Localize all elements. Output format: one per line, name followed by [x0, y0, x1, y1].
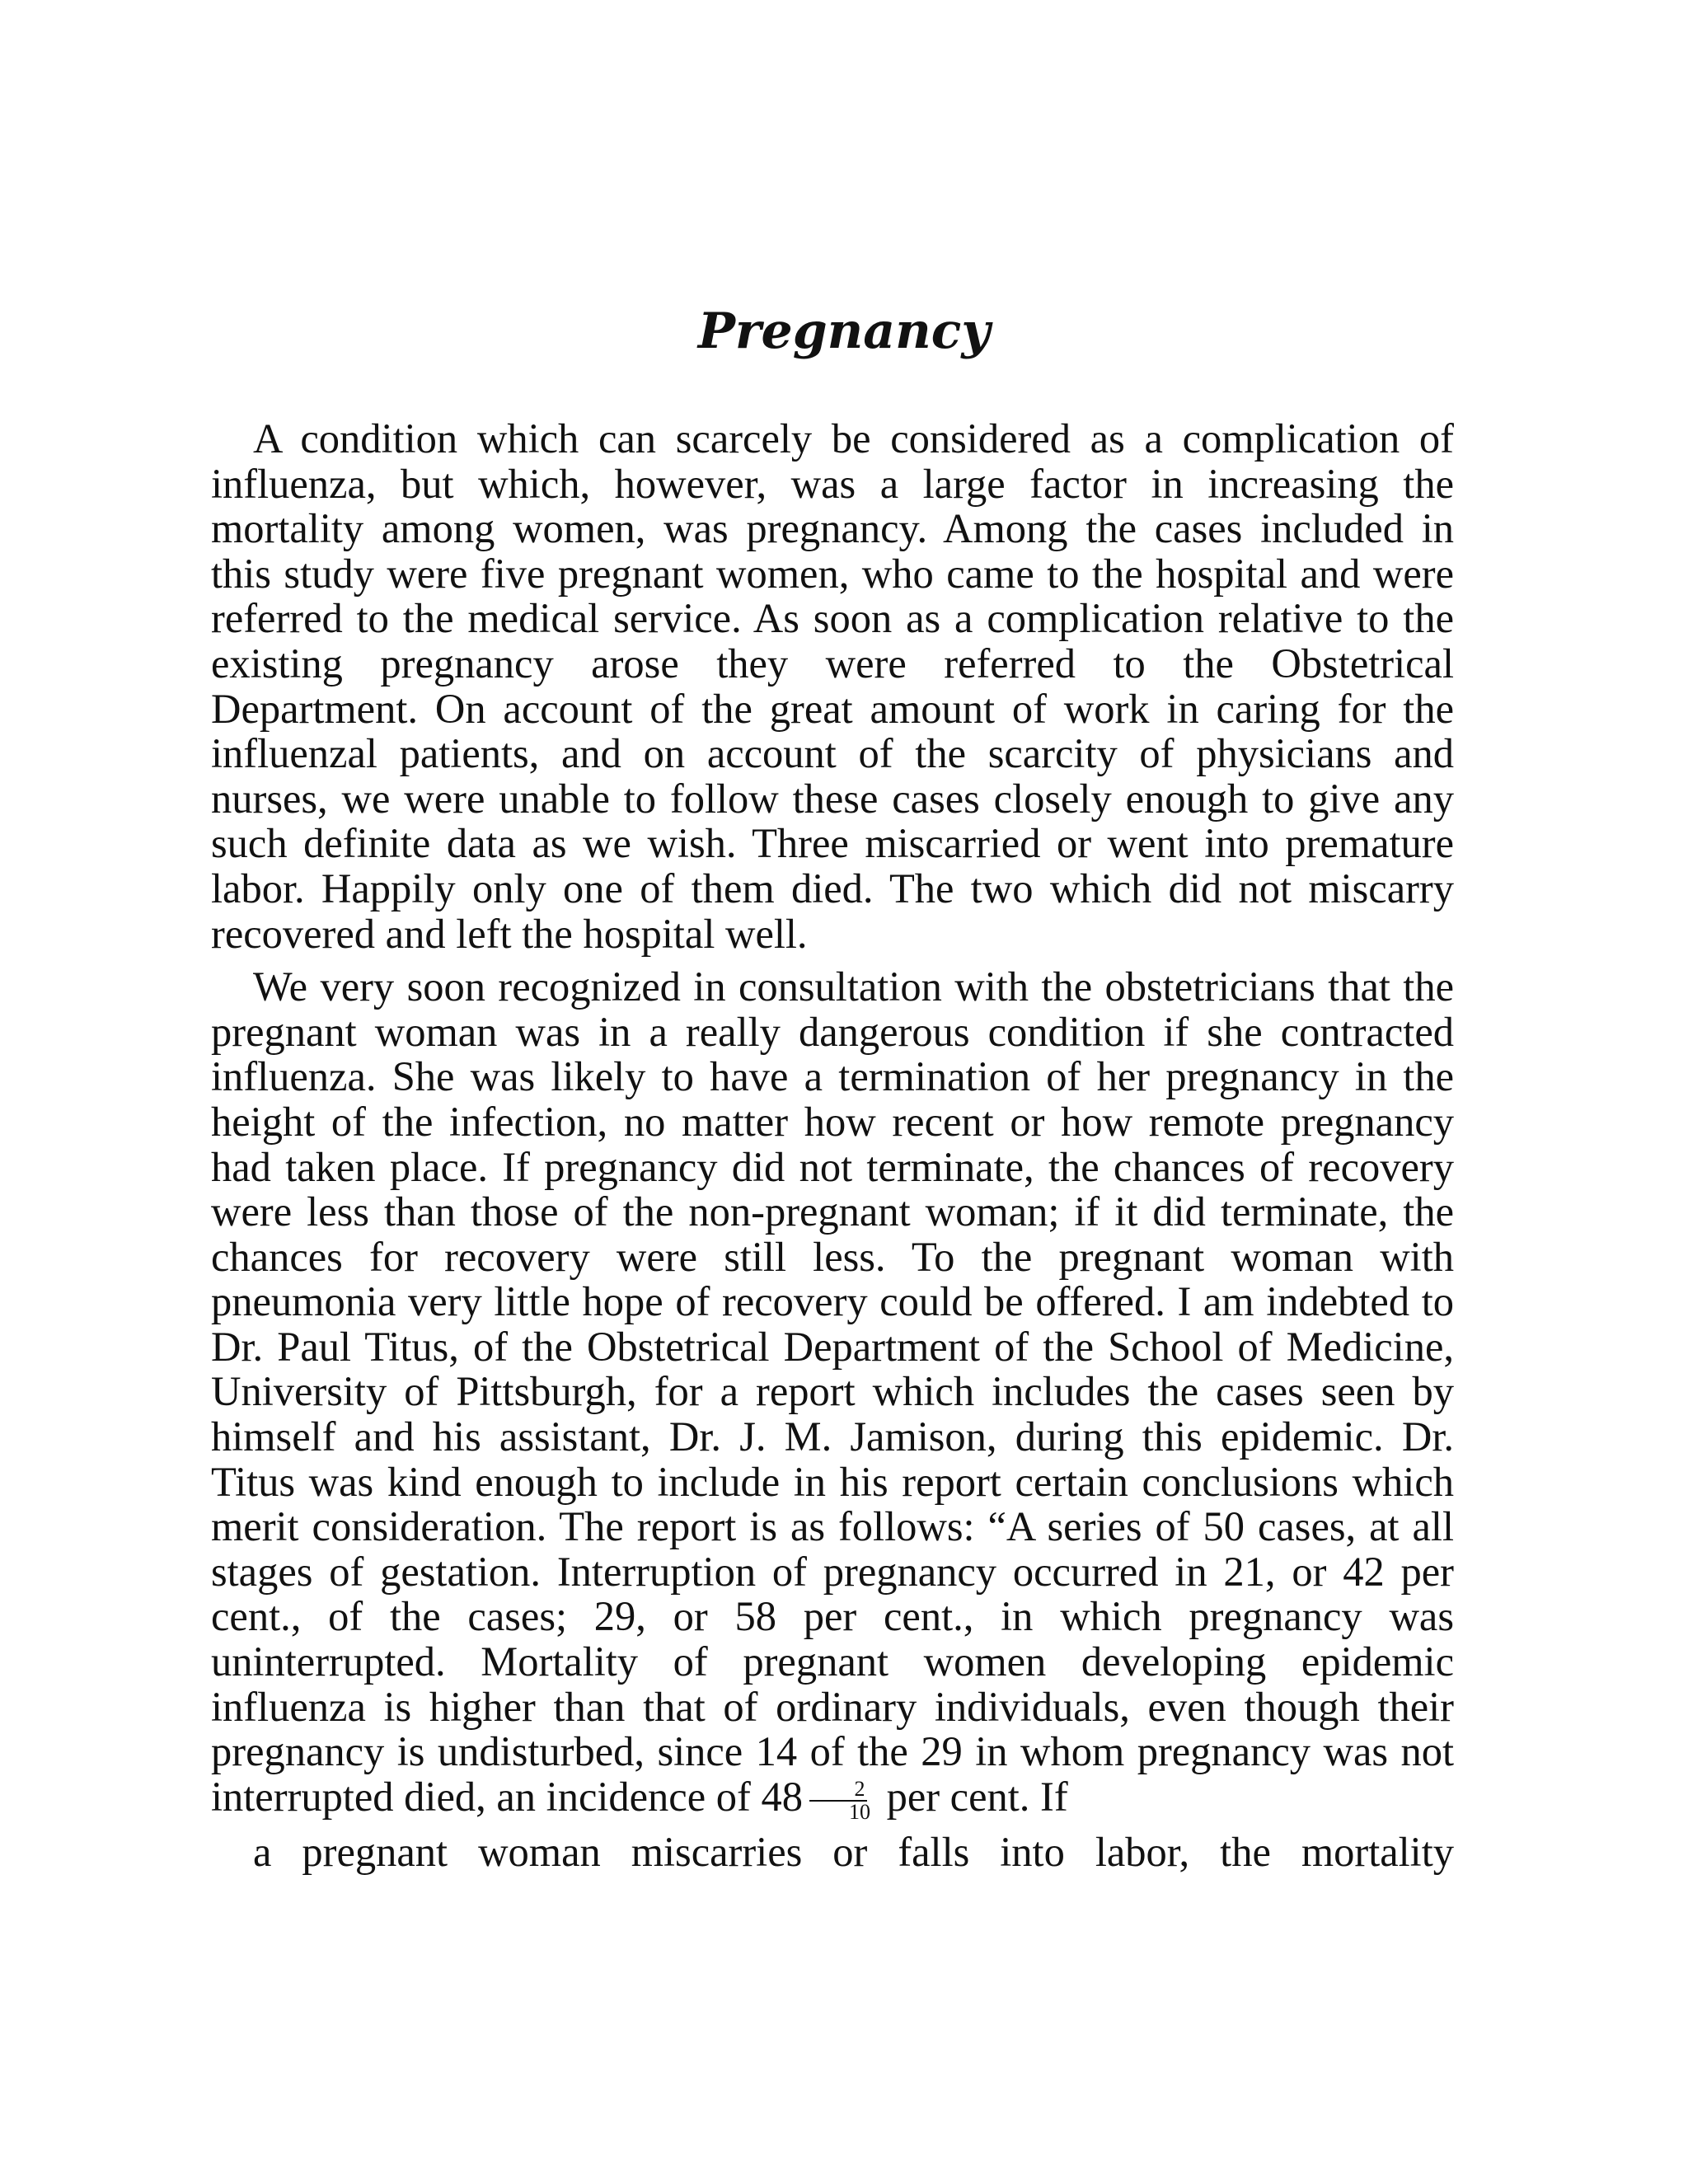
paragraph-2-last-line: a pregnant woman miscarries or falls into labor, the mortality — [253, 1829, 1454, 1876]
fraction-numerator: 2 — [809, 1779, 867, 1802]
body-text — [211, 416, 1454, 1875]
fraction-denominator: 10 — [848, 1800, 870, 1825]
paragraph-1: A condition which can scarcely be considered as a complication of influenza, but which, however, was a large factor in increasing the mortality among women, was pregnancy. Among the cases included in this study were five pregnant women, who came to the hospital and were referred to the medical service. As soon as a complication relative to the existing pregnancy arose they were referred to the Obstetrical Department. On account of the great amount of work in caring for the influenzal patients, and on account of the scarcity of physicians and nurses, we were unable to follow these cases closely enough to give any such definite data as we wish. Three miscarried or went into premature labor. Happily only one of them died. The two which did not miscarry recovered and left the hospital well. — [211, 415, 1454, 957]
section-title: Pregnancy — [697, 302, 991, 360]
paragraph-2 — [211, 964, 1454, 1875]
paragraph-2-text: We very soon recognized in consultation with the obstetricians that the pregnant woman was in a really dangerous condition if she contracted influenza. She was likely to have a termination of her pregnancy in the height of the infection, no matter how recent or how remote pregnancy had taken place. If pregnancy did not terminate, the chances of recovery were less than those of the non-pregnant woman; if it did terminate, the chances for recovery were still less. To the pregnant woman with pneumonia very little hope of recovery could be offered. I am indebted to Dr. Paul Titus, of the Obstetrical Department of the School of Medicine, University of Pittsburgh, for a report which includes the cases seen by himself and his assistant, Dr. J. M. Jamison, during this epidemic. Dr. Titus was kind enough to include in his report certain conclusions which merit consideration. The report is as follows: “A series of 50 cases, at all stages of gestation. Interruption of pregnancy occurred in 21, or 42 per cent., of the cases; 29, or 58 per cent., in which pregnancy was uninterrupted. Mortality of pregnant women developing epidemic influenza is higher than that of ordinary individuals, even though their pregnancy is undisturbed, since 14 of the 29 in whom pregnancy was not interrupted died, an incidence of 48 — [211, 963, 1454, 1820]
fraction-two-tenths — [804, 1779, 873, 1823]
paragraph-2-after-fraction: per cent. If — [875, 1773, 1068, 1820]
